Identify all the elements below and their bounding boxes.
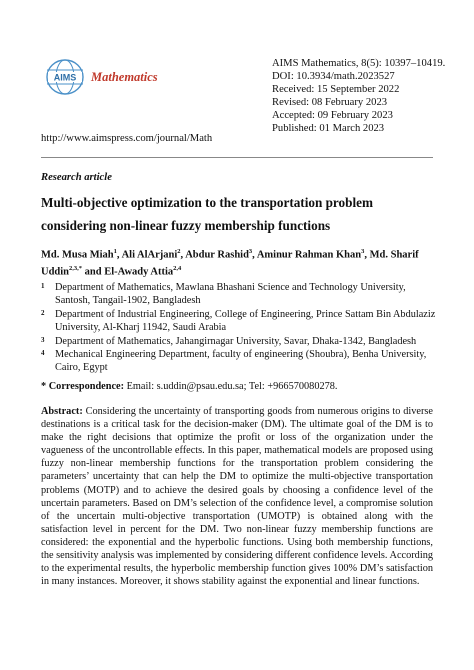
correspondence-marker: * [41, 381, 47, 392]
affiliation-item [41, 281, 437, 307]
abstract-text: Considering the uncertainty of transporting goods from numerous origins to diverse destinations is a critical task for the decision-maker (DM). The ultimate goal of the DM is to make the right decisions that optimize the profit or loss of the organization under the vagueness of the uncontrollable effects. In this paper, mathematical models are proposed using fuzzy non-linear membership functions for the transportation problem considering the parameters’ uncertainty that can help the DM to optimize the multi-objective transportation problems (MOTP) and to achieve the desired goals by choosing a confidence level of the uncertain parameters. Based on DM’s selection of the confidence level, a compromise solution of the uncertain multi-objective transportation (UMOTP) is obtained along with the satisfaction level in percent for the DM. Two non-linear fuzzy membership functions are considered: the exponential and the hyperbolic functions. Using both membership functions, the sensitivity analysis was implemented by considering different confidence levels. According to the experimental results, the hyperbolic membership function gives 100% DM’s satisfaction in many instances. Moreover, it shows stability against the exponential and linear functions. [41, 406, 433, 588]
journal-name: Mathematics [91, 70, 158, 84]
affiliation-text: Mechanical Engineering Department, faculty of engineering (Shoubra), Benha University, Cairo, Egypt [55, 349, 427, 374]
abstract-label: Abstract: [41, 406, 83, 417]
doi: DOI: 10.3934/math.2023527 [272, 71, 395, 83]
author-name: Aminur Rahman Khan [256, 249, 362, 261]
affiliation-text: Department of Mathematics, Jahangirnagar University, Savar, Dhaka-1342, Bangladesh [55, 335, 417, 347]
affiliation-item [41, 308, 437, 334]
affiliation-text: Department of Mathematics, Mawlana Bhashani Science and Technology University, Santosh, Tangail-1902, Bangladesh [55, 282, 406, 307]
correspondence [41, 381, 337, 392]
affiliation-number: 3 [41, 335, 45, 344]
accepted-date: Accepted: 09 February 2023 [272, 110, 393, 122]
author-name: Md. Musa Miah [41, 249, 114, 261]
author-affiliation-mark: 2,4 [173, 265, 182, 272]
affiliation-number: 1 [41, 282, 45, 290]
affiliation-text: Department of Industrial Engineering, College of Engineering, Prince Sattam Bin Abdulaziz University, Al-Kharj 11942, Saudi Arabia [55, 308, 436, 333]
citation: AIMS Mathematics, 8(5): 10397–10419. [272, 58, 446, 69]
author-name: El-Awady Attia [104, 266, 174, 278]
author-name: Abdur Rashid [185, 249, 249, 261]
author-name: Ali AlArjani [121, 249, 178, 261]
affiliation-item [41, 348, 437, 374]
author-affiliation-mark: 2,3,* [69, 265, 83, 272]
affiliation-item [41, 335, 437, 348]
received-date: Received: 15 September 2022 [272, 84, 400, 96]
author-name: Md. Sharif Uddin [41, 249, 419, 278]
article-type: Research article [41, 172, 112, 183]
author-separator: , [180, 249, 186, 261]
journal-url[interactable]: http://www.aimspress.com/journal/Math [41, 133, 213, 144]
affiliation-list [41, 281, 437, 375]
author-list [41, 245, 441, 279]
logo-text: AIMS [53, 72, 77, 83]
correspondence-text: Email: s.uddin@psau.edu.sa; Tel: +966570080278. [124, 381, 338, 392]
author-separator: , [364, 249, 370, 261]
aims-logo [41, 58, 89, 96]
author-separator: , [252, 249, 257, 261]
author-separator: , [116, 249, 122, 261]
abstract [41, 405, 433, 588]
author-affiliation-mark: 2 [177, 248, 181, 255]
paper-title: Multi-objective optimization to the transportation problem considering non-linear fuzzy membership functions [41, 195, 373, 233]
article-meta [272, 57, 445, 136]
author-affiliation-mark: 3 [361, 248, 365, 255]
affiliation-number: 4 [41, 349, 45, 358]
author-affiliation-mark: 3 [248, 248, 253, 255]
globe-icon [41, 58, 89, 96]
author-separator: and [82, 266, 105, 278]
author-affiliation-mark: 1 [113, 248, 117, 255]
revised-date: Revised: 08 February 2023 [272, 97, 388, 109]
correspondence-label: Correspondence: [48, 381, 125, 392]
affiliation-number: 2 [41, 308, 45, 317]
header-divider [41, 157, 433, 158]
published-date: Published: 01 March 2023 [272, 123, 385, 135]
